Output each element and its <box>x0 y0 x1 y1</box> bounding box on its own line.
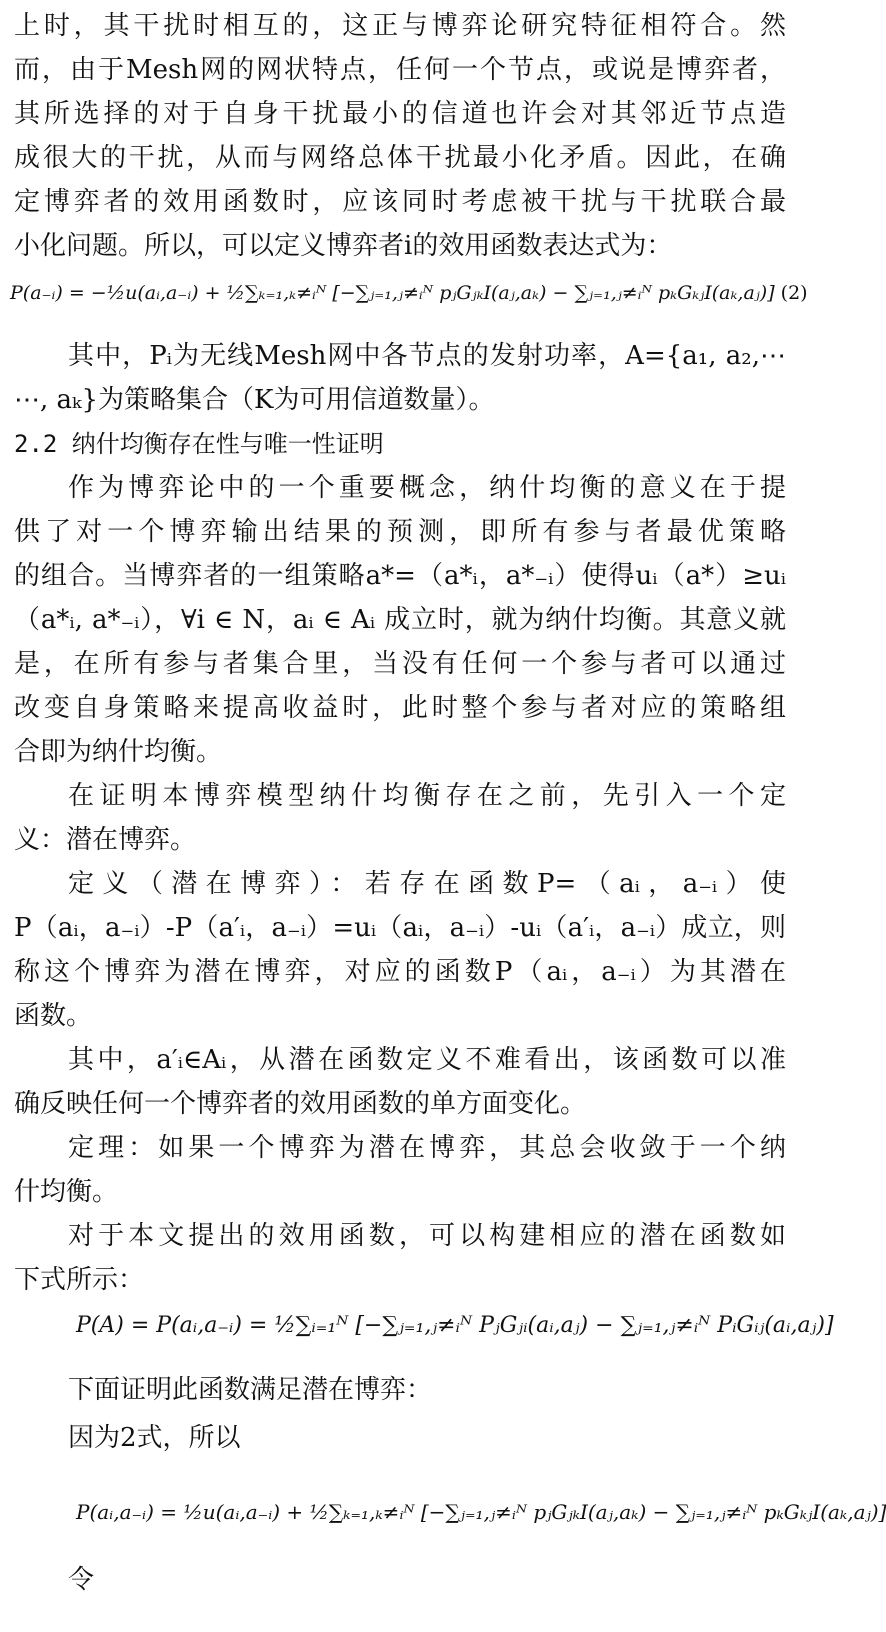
paragraph-line: （a*ᵢ, a*₋ᵢ），∀i ∈ N，aᵢ ∈ Aᵢ 成立时，就为纳什均衡。其意义就 <box>14 605 786 635</box>
paragraph-line: 在证明本博弈模型纳什均衡存在之前，先引入一个定 <box>68 781 786 811</box>
expanded-equation: P(aᵢ,a₋ᵢ) = ½u(aᵢ,a₋ᵢ) + ½∑ₖ₌₁,ₖ≠ᵢᴺ [−∑ⱼ₌₁,ⱼ≠ᵢᴺ pⱼGⱼₖI(aⱼ,aₖ) − ∑ⱼ₌₁,ⱼ≠ᵢᴺ pₖGₖⱼI(aₖ,aⱼ)] <box>76 1500 886 1524</box>
potential-function-equation: P(A) = P(aᵢ,a₋ᵢ) = ½∑ᵢ₌₁ᴺ [−∑ⱼ₌₁,ⱼ≠ᵢᴺ PⱼGⱼᵢ(aᵢ,aⱼ) − ∑ⱼ₌₁,ⱼ≠ᵢᴺ PᵢGᵢⱼ(aᵢ,aⱼ)] <box>76 1313 834 1338</box>
paragraph-line: 因为2式，所以 <box>68 1423 241 1453</box>
paragraph-line: 改变自身策略来提高收益时，此时整个参与者对应的策略组 <box>14 693 786 723</box>
paragraph-line: 的组合。当博弈者的一组策略a*=（a*ᵢ，a*₋ᵢ）使得uᵢ（a*）≥uᵢ <box>14 561 786 591</box>
definition-line: 定义（潜在博弈）：若存在函数P=（aᵢ，a₋ᵢ）使 <box>68 869 786 899</box>
paragraph-line: 供了对一个博弈输出结果的预测，即所有参与者最优策略 <box>14 517 786 547</box>
paragraph-line: 什均衡。 <box>14 1177 119 1207</box>
paragraph-line: 其中，a′ᵢ∈Aᵢ，从潜在函数定义不难看出，该函数可以准 <box>68 1045 786 1075</box>
paragraph-line: 下式所示： <box>14 1265 145 1295</box>
paragraph-line: ⋯, aₖ}为策略集合（K为可用信道数量）。 <box>14 385 495 415</box>
equation-2 <box>10 268 808 318</box>
paragraph-line: 定博弈者的效用函数时，应该同时考虑被干扰与干扰联合最 <box>14 187 786 217</box>
paragraph-line: 小化问题。所以，可以定义博弈者i的效用函数表达式为： <box>14 231 673 261</box>
paragraph-line: P（aᵢ，a₋ᵢ）-P（a′ᵢ，a₋ᵢ）=uᵢ（aᵢ，a₋ᵢ）-uᵢ（a′ᵢ，a₋ᵢ）成立，则 <box>14 913 786 943</box>
paragraph-line: 称这个博弈为潜在博弈，对应的函数P（aᵢ，a₋ᵢ）为其潜在 <box>14 957 786 987</box>
theorem-line: 定理：如果一个博弈为潜在博弈，其总会收敛于一个纳 <box>68 1133 786 1163</box>
paragraph-line: 下面证明此函数满足潜在博弈： <box>68 1375 433 1405</box>
paragraph-line: 成很大的干扰，从而与网络总体干扰最小化矛盾。因此，在确 <box>14 143 786 173</box>
paragraph-line: 令 <box>68 1565 95 1595</box>
paragraph-line: 作为博弈论中的一个重要概念，纳什均衡的意义在于提 <box>68 473 786 503</box>
paragraph-line: 函数。 <box>14 1001 93 1031</box>
paragraph-line: 是，在所有参与者集合里，当没有任何一个参与者可以通过 <box>14 649 786 679</box>
paragraph-line: 其中，Pᵢ为无线Mesh网中各节点的发射功率，A={a₁, a₂,⋯ <box>68 341 786 371</box>
paragraph-line: 对于本文提出的效用函数，可以构建相应的潜在函数如 <box>68 1221 786 1251</box>
paragraph-line: 其所选择的对于自身干扰最小的信道也许会对其邻近节点造 <box>14 99 786 129</box>
equation-2-body: P(a₋ᵢ) = −½u(aᵢ,a₋ᵢ) + ½∑ₖ₌₁,ₖ≠ᵢᴺ [−∑ⱼ₌₁,ⱼ≠ᵢᴺ pⱼGⱼₖI(aⱼ,aₖ) − ∑ⱼ₌₁,ⱼ≠ᵢᴺ pₖGₖⱼI(aₖ,aⱼ)] <box>10 282 775 304</box>
section-heading: 2.2 纳什均衡存在性与唯一性证明 <box>14 430 384 458</box>
paragraph-line: 确反映任何一个博弈者的效用函数的单方面变化。 <box>14 1089 587 1119</box>
paragraph-line: 而，由于Mesh网的网状特点，任何一个节点，或说是博弈者， <box>14 55 786 85</box>
paragraph-line: 合即为纳什均衡。 <box>14 737 223 767</box>
paragraph-line: 上时，其干扰时相互的，这正与博弈论研究特征相符合。然 <box>14 11 786 41</box>
paragraph-line: 义：潜在博弈。 <box>14 825 197 855</box>
equation-2-number: (2) <box>780 282 808 304</box>
